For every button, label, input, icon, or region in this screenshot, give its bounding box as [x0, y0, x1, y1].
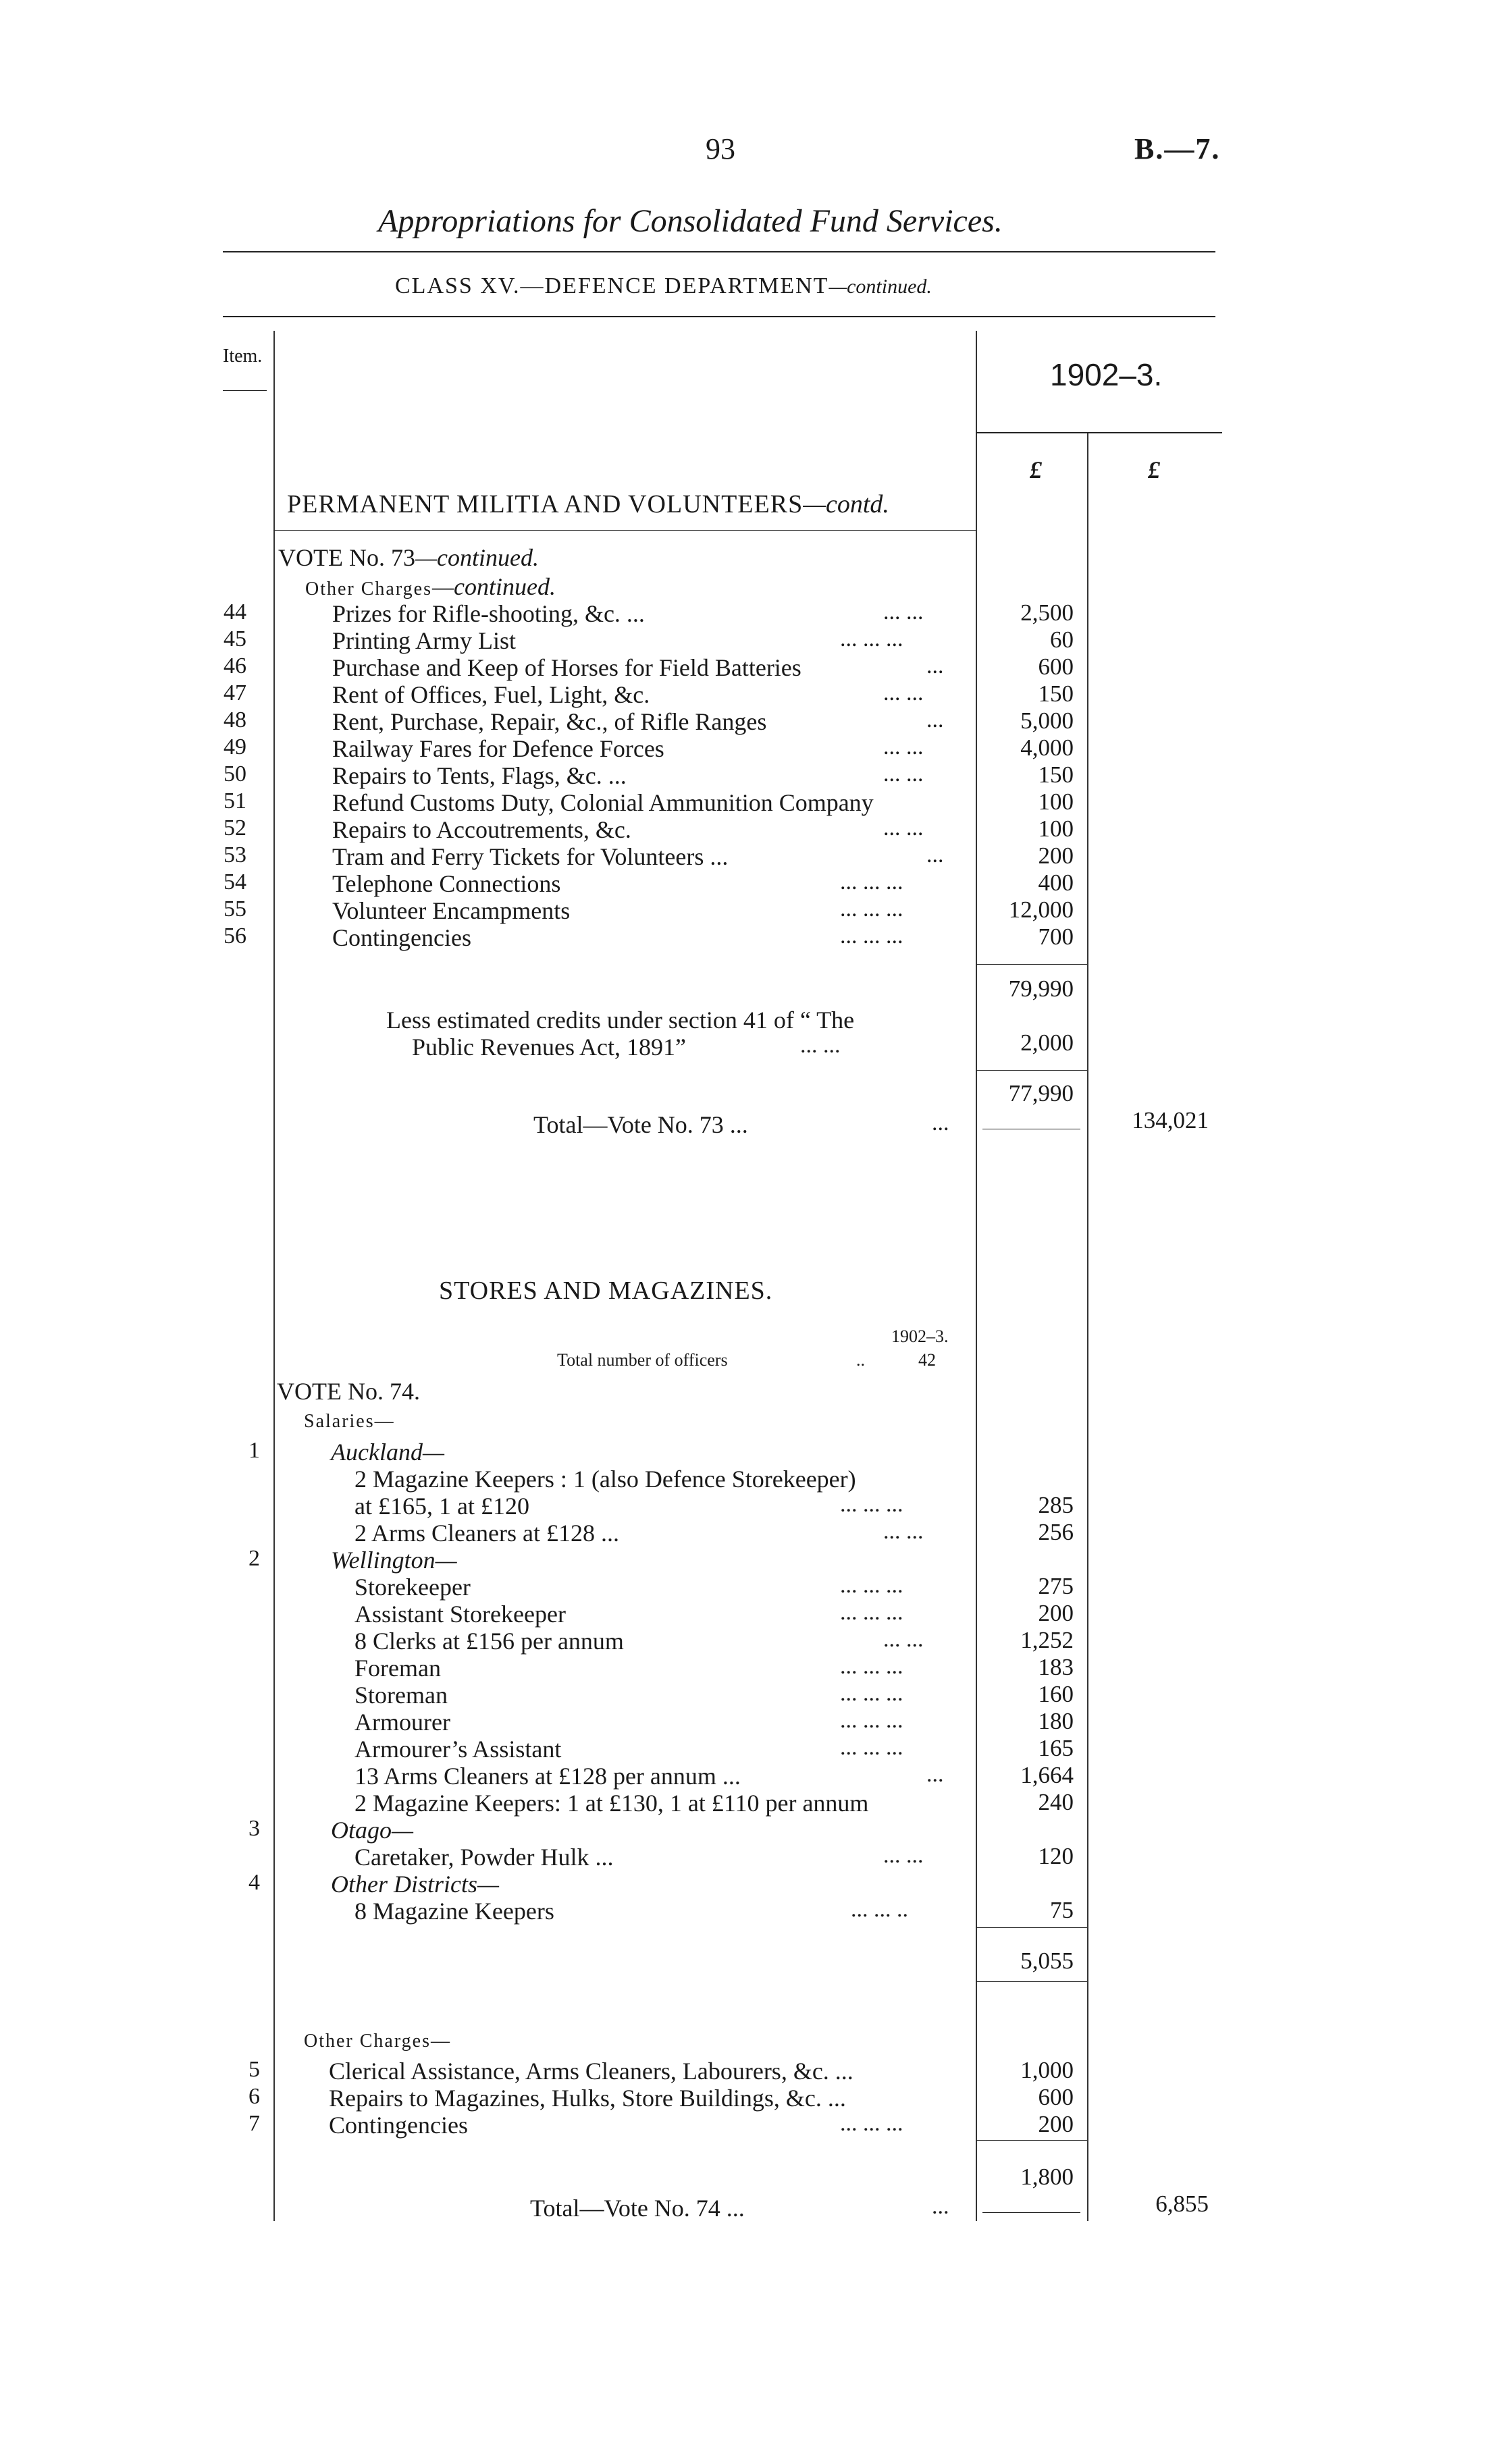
charge-amount: 600	[1038, 2084, 1074, 2110]
document-reference: B.—7.	[1134, 132, 1221, 165]
leader-dots: ... ...	[883, 680, 924, 705]
salary-amount: 1,252	[1020, 1627, 1074, 1653]
item-number: 50	[223, 761, 246, 786]
table-top-rule	[223, 316, 1215, 317]
salary-description: Armourer’s Assistant	[354, 1736, 562, 1763]
item-number: 52	[223, 815, 246, 840]
line-item-amount: 100	[1038, 815, 1074, 842]
charges-rule	[976, 2140, 1087, 2141]
item-number: 45	[223, 626, 246, 651]
leader-dots: ... ... ...	[840, 2111, 903, 2136]
page-heading: Appropriations for Consolidated Fund Services.	[378, 203, 1003, 239]
item-number: 49	[223, 734, 246, 759]
officers-label: Total number of officers	[557, 1350, 728, 1370]
leader-dots: ... ... ...	[840, 1600, 903, 1625]
line-item-description: Purchase and Keep of Horses for Field Batteries	[332, 654, 801, 681]
line-item-amount: 200	[1038, 842, 1074, 869]
leader-dots: ... ...	[883, 599, 924, 624]
heading-rule	[223, 251, 1215, 252]
net-rule	[976, 1070, 1087, 1071]
item-number: 44	[223, 599, 246, 624]
other-charges-label-73: Other Charges—continued.	[305, 573, 556, 600]
salary-description: 2 Magazine Keepers: 1 at £130, 1 at £110 per annum	[354, 1790, 869, 1817]
salary-description: Caretaker, Powder Hulk ...	[354, 1844, 614, 1871]
leader-dots: ... ... ...	[840, 1735, 903, 1760]
salaries-total-underline	[976, 1981, 1087, 1982]
item-number: 47	[223, 680, 246, 705]
item-number: 46	[223, 653, 246, 678]
total-vote74: 6,855	[1155, 2191, 1209, 2217]
total-label-vote74: Total—Vote No. 74 ...	[530, 2195, 745, 2222]
line-item-description: Prizes for Rifle-shooting, &c. ...	[332, 600, 645, 627]
class-title: CLASS XV.—DEFENCE DEPARTMENT—continued.	[395, 273, 932, 298]
charge-amount: 1,000	[1020, 2057, 1074, 2083]
salaries-label: Salaries—	[304, 1411, 395, 1432]
leader-dots: ... ... ...	[840, 896, 903, 921]
line-item-amount: 5,000	[1020, 707, 1074, 734]
salary-amount: 275	[1038, 1573, 1074, 1599]
line-item-description: Tram and Ferry Tickets for Volunteers ...	[332, 843, 729, 870]
salary-description: Assistant Storekeeper	[354, 1601, 566, 1628]
leader-dots: ... ... ...	[840, 626, 903, 651]
line-item-description: Contingencies	[332, 924, 471, 951]
leader-dots: ... ... ...	[840, 1681, 903, 1706]
line-item-amount: 4,000	[1020, 734, 1074, 761]
page-number: 93	[706, 132, 735, 165]
leader-dots: ...	[926, 707, 944, 732]
item-number: 5	[248, 2057, 260, 2082]
officers-dots: ..	[856, 1350, 865, 1370]
year-header-rule	[976, 432, 1222, 433]
line-item-description: Railway Fares for Defence Forces	[332, 735, 664, 762]
other-charges-label-74: Other Charges—	[304, 2031, 451, 2052]
net-amount: 77,990	[1008, 1080, 1074, 1106]
officers-count: 42	[918, 1350, 936, 1370]
charge-description: Contingencies	[329, 2112, 468, 2139]
item-header-underline	[223, 390, 267, 391]
officers-year: 1902–3.	[891, 1327, 949, 1346]
leader-dots: ... ... ..	[851, 1897, 908, 1922]
less-credits-line-2: Public Revenues Act, 1891”	[412, 1034, 686, 1061]
salary-amount: 75	[1050, 1897, 1074, 1923]
leader-dots: ... ...	[883, 815, 924, 840]
salary-description: 2 Magazine Keepers : 1 (also Defence Storekeeper)	[354, 1466, 856, 1493]
year-header: 1902–3.	[1050, 357, 1163, 392]
item-number: 48	[223, 707, 246, 732]
item-column-header: Item.	[223, 346, 263, 367]
line-item-amount: 400	[1038, 869, 1074, 896]
leader-dots: ...	[926, 842, 944, 867]
total-label-vote73: Total—Vote No. 73 ...	[533, 1111, 748, 1138]
less-credits-dots: ... ...	[800, 1033, 841, 1058]
leader-dots: ... ... ...	[840, 1654, 903, 1679]
charge-description: Clerical Assistance, Arms Cleaners, Labourers, &c. ...	[329, 2058, 853, 2085]
line-item-amount: 700	[1038, 923, 1074, 950]
leader-dots: ... ...	[883, 1843, 924, 1868]
less-credits-line-1: Less estimated credits under section 41 of “ The	[386, 1007, 855, 1034]
item-number: 1	[248, 1438, 260, 1463]
salary-description: Storekeeper	[354, 1574, 471, 1601]
leader-dots: ... ...	[883, 1519, 924, 1544]
line-item-description: Repairs to Tents, Flags, &c. ...	[332, 762, 627, 789]
leader-dots: ... ... ...	[840, 1573, 903, 1598]
leader-dots: ... ...	[883, 1627, 924, 1652]
salary-amount: 256	[1038, 1519, 1074, 1545]
subtotal-79990: 79,990	[1008, 975, 1074, 1002]
item-number: 55	[223, 896, 246, 921]
salary-description: 13 Arms Cleaners at £128 per annum ...	[354, 1763, 741, 1790]
salary-amount: 285	[1038, 1492, 1074, 1518]
salary-amount: 240	[1038, 1789, 1074, 1815]
line-item-amount: 600	[1038, 653, 1074, 680]
salaries-total: 5,055	[1020, 1948, 1074, 1974]
salaries-rule	[976, 1927, 1087, 1928]
leader-dots: ... ... ...	[840, 869, 903, 894]
vote-label-74: VOTE No. 74.	[277, 1378, 420, 1405]
vote-label-73: VOTE No. 73—continued.	[278, 544, 539, 571]
district-label: Other Districts—	[331, 1871, 500, 1898]
line-item-description: Telephone Connections	[332, 870, 561, 897]
salary-description: 2 Arms Cleaners at £128 ...	[354, 1520, 619, 1547]
item-number: 6	[248, 2084, 260, 2109]
leader-dots: ... ...	[883, 761, 924, 786]
district-label: Auckland—	[331, 1439, 444, 1466]
line-item-description: Rent of Offices, Fuel, Light, &c.	[332, 681, 650, 708]
salary-description: 8 Clerks at £156 per annum	[354, 1628, 624, 1655]
salary-amount: 165	[1038, 1735, 1074, 1761]
section-title-vote73: PERMANENT MILITIA AND VOLUNTEERS—contd.	[287, 490, 889, 518]
line-item-amount: 60	[1050, 626, 1074, 653]
line-item-amount: 12,000	[1008, 896, 1074, 923]
item-number: 54	[223, 869, 246, 894]
item-number: 53	[223, 842, 246, 867]
line-item-amount: 100	[1038, 788, 1074, 815]
total-dots-vote74: ...	[932, 2194, 949, 2219]
total-dots-vote73: ...	[932, 1110, 949, 1135]
salary-description: Storeman	[354, 1682, 448, 1709]
line-item-amount: 2,500	[1020, 599, 1074, 626]
salary-amount: 160	[1038, 1681, 1074, 1707]
salary-description: Foreman	[354, 1655, 441, 1682]
district-label: Otago—	[331, 1817, 414, 1844]
salary-amount: 120	[1038, 1843, 1074, 1869]
line-item-description: Refund Customs Duty, Colonial Ammunition Company	[332, 789, 874, 816]
leader-dots: ... ... ...	[840, 1492, 903, 1517]
charge-amount: 200	[1038, 2111, 1074, 2137]
leader-dots: ... ... ...	[840, 923, 903, 948]
leader-dots: ... ...	[883, 734, 924, 759]
salary-description: at £165, 1 at £120	[354, 1493, 529, 1520]
charge-description: Repairs to Magazines, Hulks, Store Buildings, &c. ...	[329, 2085, 846, 2112]
leader-dots: ... ... ...	[840, 1708, 903, 1733]
total-column-divider	[1087, 432, 1088, 2221]
section-title-vote74: STORES AND MAGAZINES.	[439, 1277, 773, 1305]
leader-dots: ...	[926, 653, 944, 678]
item-number: 7	[248, 2111, 260, 2136]
item-number: 56	[223, 923, 246, 948]
line-item-description: Printing Army List	[332, 627, 517, 654]
line-item-amount: 150	[1038, 680, 1074, 707]
district-label: Wellington—	[331, 1547, 457, 1574]
line-item-description: Rent, Purchase, Repair, &c., of Rifle Ranges	[332, 708, 767, 735]
subtotal-rule	[976, 964, 1087, 965]
leader-dots: ...	[926, 1762, 944, 1787]
item-number: 2	[248, 1546, 260, 1571]
pound-sign-total: £	[1148, 456, 1160, 483]
item-number: 3	[248, 1816, 260, 1841]
line-item-description: Volunteer Encampments	[332, 897, 571, 924]
total-vote73: 134,021	[1132, 1107, 1209, 1133]
salary-description: 8 Magazine Keepers	[354, 1898, 554, 1925]
salary-amount: 1,664	[1020, 1762, 1074, 1788]
item-number: 4	[248, 1870, 260, 1895]
salary-amount: 200	[1038, 1600, 1074, 1626]
charges-total: 1,800	[1020, 2164, 1074, 2190]
line-item-amount: 150	[1038, 761, 1074, 788]
salary-description: Armourer	[354, 1709, 450, 1736]
less-credits-amount: 2,000	[1020, 1029, 1074, 1056]
item-number: 51	[223, 788, 246, 813]
line-item-description: Repairs to Accoutrements, &c.	[332, 816, 631, 843]
salary-amount: 180	[1038, 1708, 1074, 1734]
section-rule	[273, 530, 976, 531]
pound-sign-amount: £	[1030, 456, 1042, 483]
salary-amount: 183	[1038, 1654, 1074, 1680]
item-column-divider	[273, 331, 275, 2221]
